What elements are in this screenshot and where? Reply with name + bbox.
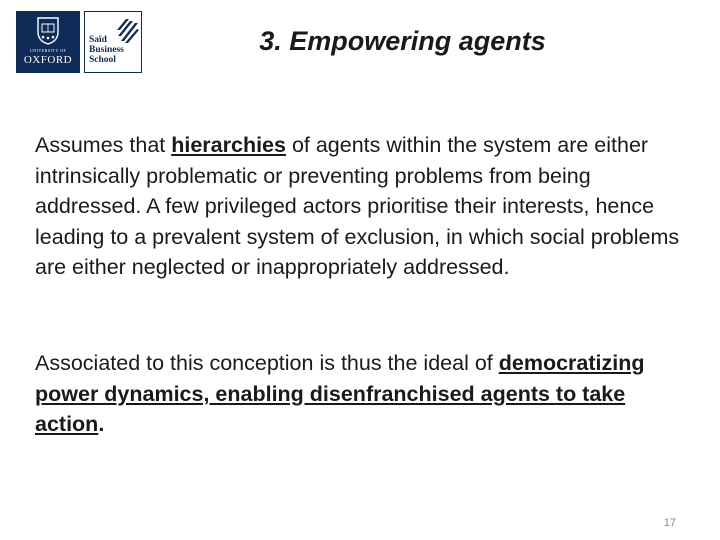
slide-title: 3. Empowering agents bbox=[259, 26, 546, 56]
paragraph-hierarchies bbox=[35, 130, 695, 283]
oxford-logo-wordmark: OXFORD bbox=[23, 54, 73, 66]
paragraph-ideal bbox=[35, 348, 695, 440]
oxford-crest-icon bbox=[36, 16, 60, 46]
page-number: 17 bbox=[663, 517, 676, 529]
oxford-logo bbox=[16, 11, 80, 73]
said-business-school-logo bbox=[84, 11, 142, 73]
paragraph1-rest: of agents within the system are either intrinsically problematic or preventing problems from being addressed. A few privileged actors prioritise their interests, hence leading to a prevalent system of exclusion, in which social problems are either neglected or inappropriately addressed. bbox=[35, 133, 680, 279]
hierarchies-emphasis: hierarchies bbox=[171, 133, 286, 157]
democratizing-emphasis: democratizing power dynamics, enabling disenfranchised agents to take action bbox=[35, 351, 645, 436]
paragraph2-lead: Associated to this conception is thus the ideal of bbox=[35, 351, 499, 375]
said-logo-line2: Business bbox=[89, 45, 124, 55]
said-logo-line1: Saïd bbox=[89, 35, 107, 45]
said-logo-line3: School bbox=[89, 55, 116, 65]
paragraph1-lead: Assumes that bbox=[35, 133, 172, 157]
paragraph2-end: . bbox=[98, 412, 105, 436]
oxford-logo-small-text: UNIVERSITY OF bbox=[29, 48, 67, 53]
said-logo-text bbox=[89, 35, 124, 65]
